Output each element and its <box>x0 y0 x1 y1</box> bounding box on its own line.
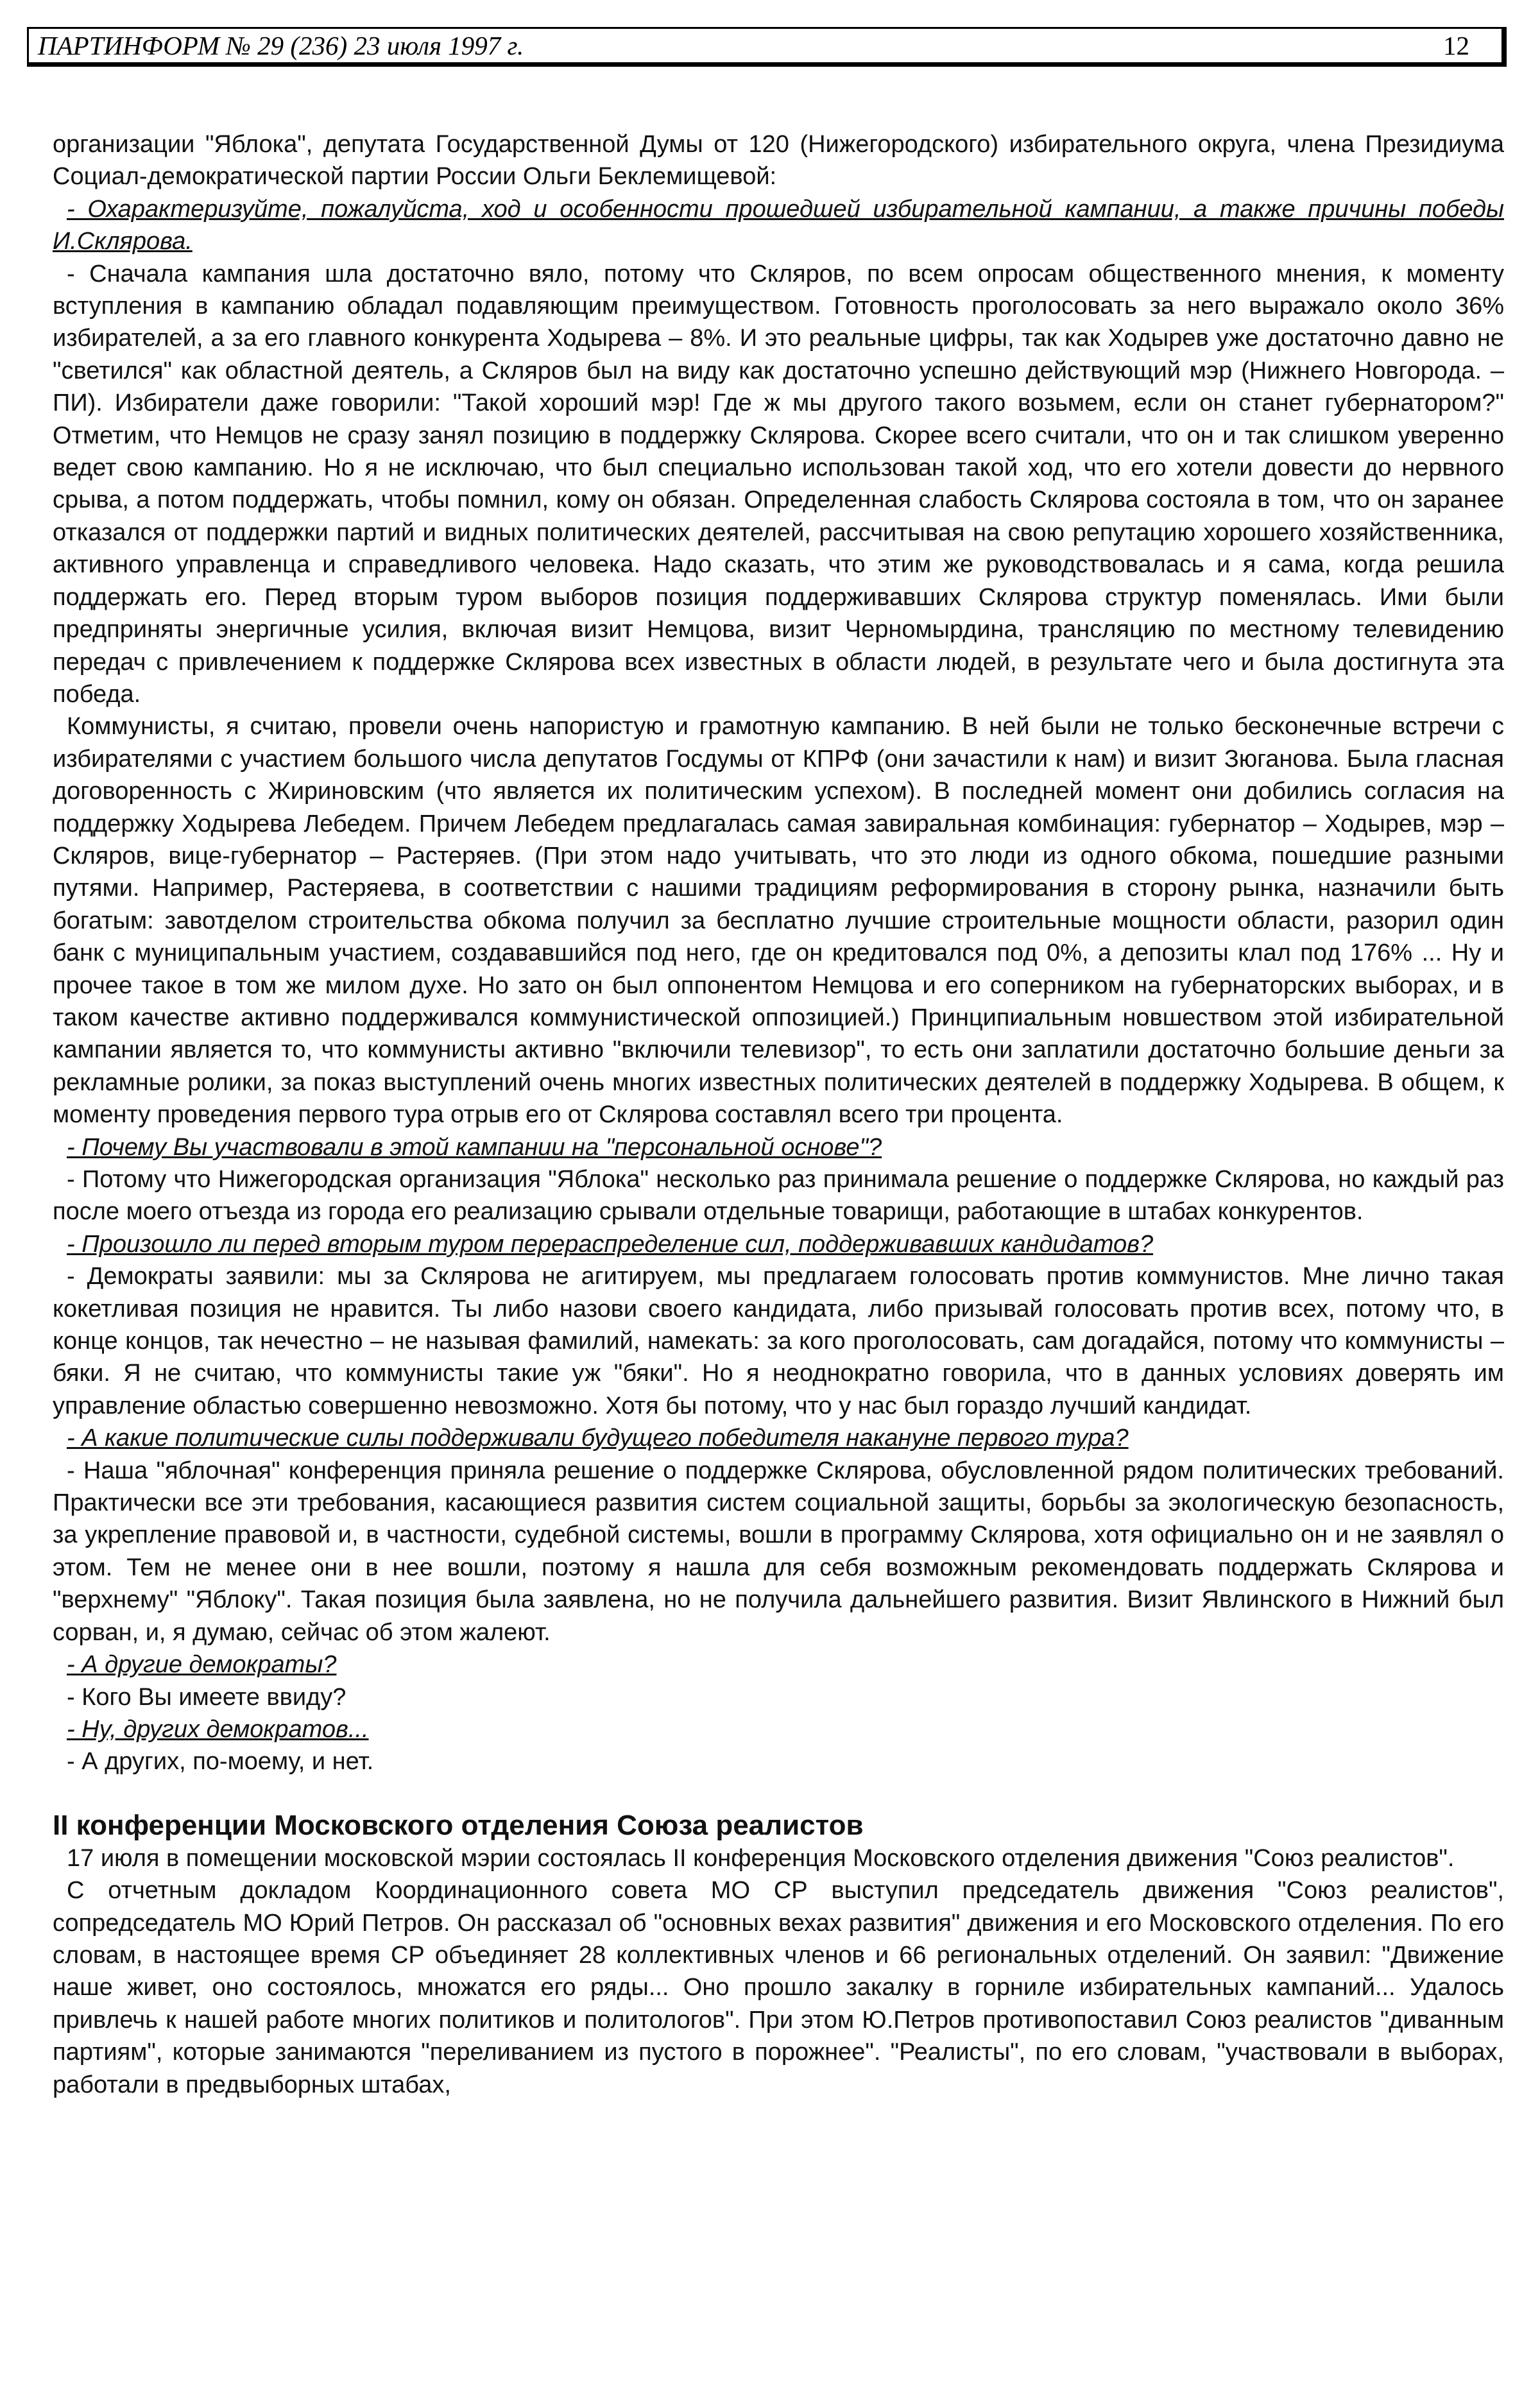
body-paragraph: организации "Яблока", депутата Государственной Думы от 120 (Нижегородского) избирательного округа, члена Президиума Социал-демократической партии России Ольги Беклемищевой: <box>53 131 1504 191</box>
question-paragraph <box>53 193 1504 258</box>
interview-question: - Почему Вы участвовали в этой кампании на "персональной основе"? <box>67 1133 882 1161</box>
header-title: ПАРТИНФОРМ № 29 (236) 23 июля 1997 г. <box>38 31 524 60</box>
interview-question: - Охарактеризуйте, пожалуйста, ход и особенности прошедшей избирательной кампании, а также причины победы И.Склярова. <box>53 195 1504 255</box>
section-heading: II конференции Московского отделения Союза реалистов <box>53 1809 864 1841</box>
page-header <box>27 27 1507 67</box>
question-paragraph <box>53 1228 1504 1260</box>
body-paragraph: Коммунисты, я считаю, провели очень напористую и грамотную кампанию. В ней были не только бесконечные встречи с избирателями с участием большого числа депутатов Госдумы от КПРФ (они зачастили к нам) и визит Зюганова. Была гласная договоренность с Жириновским (что является их политическим успехом). В последней момент они добились согласия на поддержку Ходырева Лебедем. Причем Лебедем предлагалась самая завиральная комбинация: губернатор – Ходырев, мэр – Скляров, вице-губернатор – Растеряев. (При этом надо учитывать, что это люди из одного обкома, пошедшие разными путями. Например, Растеряева, в соответствии с нашими традициям реформирования в сторону рынка, назначили быть богатым: завотделом строительства обкома получил за бесплатно лучшие строительные мощности области, разорил один банк с муниципальным участием, создававшийся под него, где он кредитовался под 0%, а депозиты клал под 176% ... Ну и прочее такое в том же милом духе. Но зато он был оппонентом Немцова и его соперником на губернаторских выборах, и в таком качестве активно поддерживался коммунистической оппозицией.) Принципиальным новшеством этой избирательной кампании является то, что коммунисты активно "включили телевизор", то есть они заплатили достаточно большие деньги за рекламные ролики, за показ выступлений очень многих известных политических деятелей в поддержку Ходырева. В общем, к моменту проведения первого тура отрыв его от Склярова составлял всего три процента. <box>53 713 1504 1129</box>
interview-question: - Произошло ли перед вторым туром перераспределение сил, поддерживавших кандидатов? <box>67 1230 1154 1258</box>
interview-question: - Ну, других демократов... <box>67 1715 369 1743</box>
interview-question: - А какие политические силы поддерживали будущего победителя накануне первого тура? <box>67 1425 1129 1452</box>
body-paragraph: - Наша "яблочная" конференция приняла решение о поддержке Склярова, обусловленной рядом политических требований. Практически все эти требования, касающиеся развития систем социальной защиты, борьбы за экологическую безопасность, за укрепление правовой и, в частности, судебной системы, вошли в программу Склярова, хотя официально он и не заявлял о этом. Тем не менее они в нее вошли, поэтому я нашла для себя возможным рекомендовать поддержать Склярова и "верхнему" "Яблоку". Такая позиция была заявлена, но не получила дальнейшего развития. Визит Явлинского в Нижний был сорван, и, я думаю, сейчас об этом жалеют. <box>53 1457 1504 1646</box>
body-paragraph: - Сначала кампания шла достаточно вяло, потому что Скляров, по всем опросам общественного мнения, к моменту вступления в кампанию обладал подавляющим преимуществом. Готовность проголосовать за него выражало около 36% избирателей, а за его главного конкурента Ходырева – 8%. И это реальные цифры, так как Ходырев уже достаточно давно не "светился" как областной деятель, а Скляров был на виду как достаточно успешно действующий мэр (Нижнего Новгорода. – ПИ). Избиратели даже говорили: "Такой хороший мэр! Где ж мы другого такого возьмем, если он станет губернатором?" Отметим, что Немцов не сразу занял позицию в поддержку Склярова. Скорее всего считали, что он и так слишком уверенно ведет свою кампанию. Но я не исключаю, что был специально использован такой ход, что его хотели довести до нервного срыва, а потом поддержать, чтобы помнил, кому он обязан. Определенная слабость Склярова состояла в том, что он заранее отказался от поддержки партий и видных политических деятелей, рассчитывая на свою репутацию хорошего хозяйственника, активного управленца и справедливого человека. Надо сказать, что этим же руководствовалась и я сама, когда решила поддержать его. Перед вторым туром выборов позиция поддерживавших Склярова структур поменялась. Ими были предприняты энергичные усилия, включая визит Немцова, визит Черномырдина, трансляцию по местному телевидению передач с привлечением к поддержке Склярова всех известных в области людей, в результате чего и была достигнута эта победа. <box>53 260 1504 708</box>
page-number: 12 <box>1443 31 1469 60</box>
body-paragraph: - Потому что Нижегородская организация "Яблока" несколько раз принимала решение о поддержке Склярова, но каждый раз после моего отъезда из города его реализацию срывали отдельные товарищи, работающие в штабах конкурентов. <box>53 1166 1504 1226</box>
question-paragraph <box>53 1713 1504 1745</box>
body-paragraph: 17 июля в помещении московской мэрии состоялась II конференция Московского отделения движения "Союз реалистов". <box>67 1844 1455 1872</box>
question-paragraph <box>53 1422 1504 1454</box>
question-paragraph <box>53 1649 1504 1681</box>
body-paragraph: - А других, по-моему, и нет. <box>67 1748 374 1776</box>
article-body <box>53 128 1504 2101</box>
question-paragraph <box>53 1131 1504 1163</box>
body-paragraph: - Кого Вы имеете ввиду? <box>67 1683 346 1711</box>
interview-question: - А другие демократы? <box>67 1651 337 1679</box>
body-paragraph: С отчетным докладом Координационного совета МО СР выступил председатель движения "Союз реалистов", сопредседатель МО Юрий Петров. Он рассказал об "основных вехах развития" движения и его Московского отделения. По его словам, в настоящее время СР объединяет 28 коллективных членов и 66 региональных отделений. Он заявил: "Движение наше живет, оно состоялось, множатся его ряды... Оно прошло закалку в горниле избирательных кампаний... Удалось привлечь к нашей работе многих политиков и политологов". При этом Ю.Петров противопоставил Союз реалистов "диванным партиям", которые занимаются "переливанием из пустого в порожнее". "Реалисты", по его словам, "участвовали в выборах, работали в предвыборных штабах, <box>53 1877 1504 2098</box>
body-paragraph: - Демократы заявили: мы за Склярова не агитируем, мы предлагаем голосовать против коммунистов. Мне лично такая кокетливая позиция не нравится. Ты либо назови своего кандидата, либо призывай голосовать против всех, потому что, в конце концов, так нечестно – не называя фамилий, намекать: за кого проголосовать, сам догадайся, потому что коммунисты – бяки. Я не считаю, что коммунисты такие уж "бяки". Но я неоднократно говорила, что в данных условиях доверять им управление областью совершенно невозможно. Хотя бы потому, что у нас был гораздо лучший кандидат. <box>53 1263 1504 1419</box>
